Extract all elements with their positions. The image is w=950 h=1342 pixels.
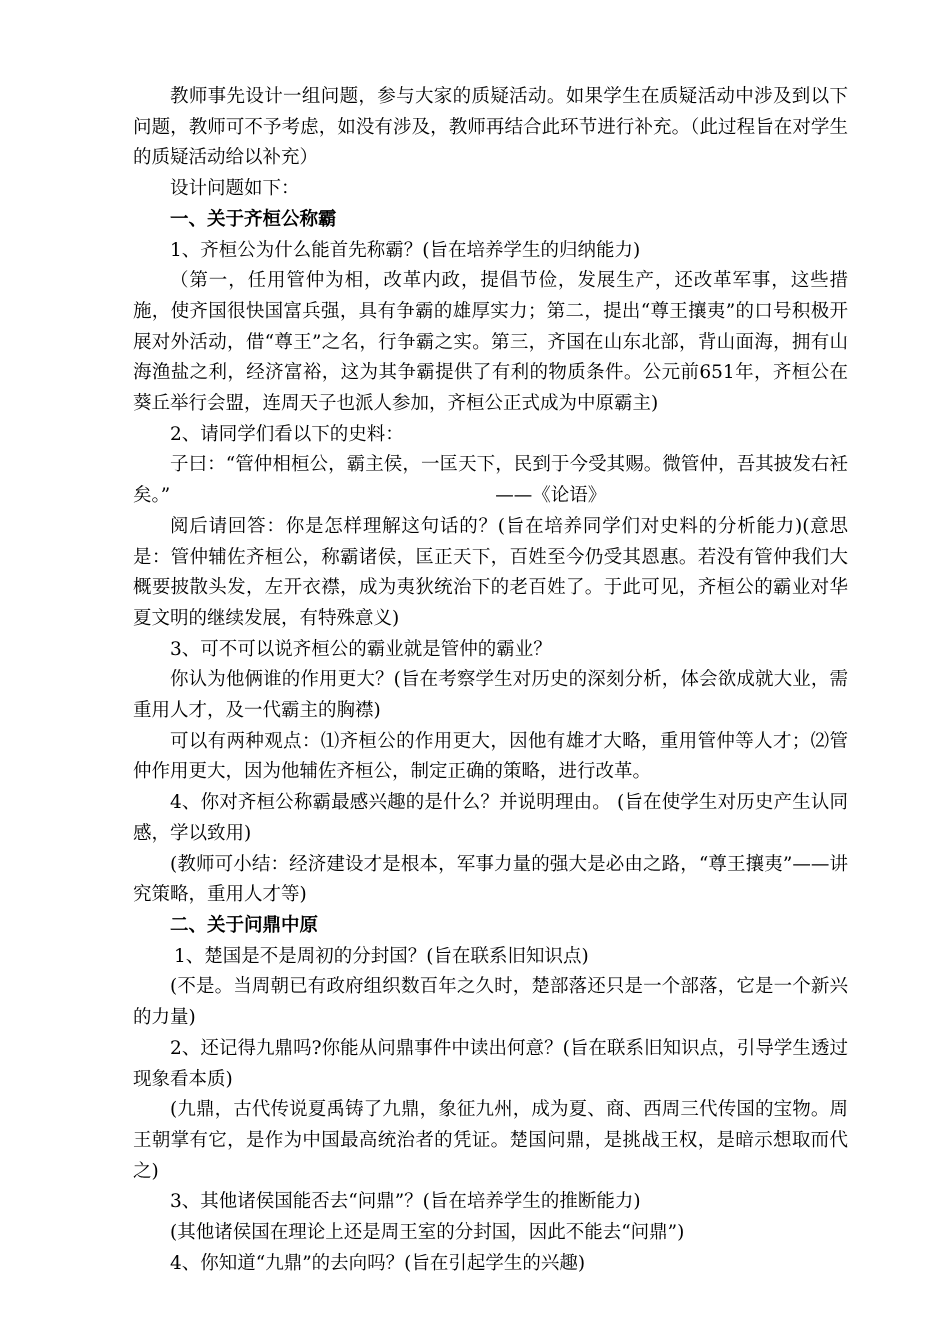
question-1: 1、齐桓公为什么能首先称霸？(旨在培养学生的归纳能力)	[170, 239, 641, 261]
answer-4: (教师可小结：经济建设才是根本，军事力量的强大是必由之路，“尊王攘夷”——讲究策略，重用人才等)	[133, 853, 848, 906]
question-6: 2、还记得九鼎吗?你能从问鼎事件中读出何意？(旨在联系旧知识点，引导学生透过现象看本质)	[133, 1037, 848, 1090]
quote-paragraph	[133, 450, 848, 511]
quote-source: ——《论语》	[495, 485, 607, 507]
section-heading-1: 一、关于齐桓公称霸	[170, 208, 337, 230]
question-5: 1、楚国是不是周初的分封国？(旨在联系旧知识点)	[174, 945, 589, 967]
answer-6: (九鼎，古代传说夏禹铸了九鼎，象征九州，成为夏、商、西周三代传国的宝物。周王朝掌有它，是作为中国最高统治者的凭证。楚国问鼎，是挑战王权，是暗示想取而代之)	[133, 1099, 848, 1182]
answer-7: (其他诸侯国在理论上还是周王室的分封国，因此不能去“问鼎”)	[170, 1222, 685, 1244]
answer-2: 阅后请回答：你是怎样理解这句话的？(旨在培养同学们对史料的分析能力)(意思是：管仲辅佐齐桓公，称霸诸侯，匡正天下，百姓至今仍受其恩惠。若没有管仲我们大概要披散头发，左开衣襟，成为夷狄统治下的老百姓了。于此可见，齐桓公的霸业对华夏文明的继续发展，有特殊意义)	[133, 515, 848, 629]
question-2: 2、请同学们看以下的史料：	[170, 423, 404, 445]
question-4: 4、你对齐桓公称霸最感兴趣的是什么？并说明理由。 (旨在使学生对历史产生认同感，学以致用)	[133, 792, 848, 844]
question-3b: 你认为他俩谁的作用更大？(旨在考察学生对历史的深刻分析，体会欲成就大业，需重用人才，及一代霸主的胸襟)	[133, 669, 848, 722]
design-paragraph: 设计问题如下：	[170, 178, 300, 200]
answer-5: (不是。当周朝已有政府组织数百年之久时，楚部落还只是一个部落，它是一个新兴的力量)	[133, 976, 848, 1029]
question-7: 3、其他诸侯国能否去“问鼎”？(旨在培养学生的推断能力)	[170, 1191, 641, 1213]
question-3: 3、可不可以说齐桓公的霸业就是管仲的霸业？	[170, 638, 552, 660]
answer-1: （第一，任用管仲为相，改革内政，提倡节俭，发展生产，还改革军事，这些措施，使齐国很快国富兵强，具有争霸的雄厚实力；第二，提出“尊王攘夷”的口号积极开展对外活动，借“尊王”之名，行争霸之实。第三，齐国在山东北部，背山面海，拥有山海渔盐之利，经济富裕，这为其争霸提供了有利的物质条件。公元前651年，齐桓公在葵丘举行会盟，连周天子也派人参加，齐桓公正式成为中原霸主)	[133, 270, 848, 415]
document-page	[133, 82, 848, 1279]
answer-3: 可以有两种观点：⑴齐桓公的作用更大，因他有雄才大略，重用管仲等人才；⑵管仲作用更大，因为他辅佐齐桓公，制定正确的策略，进行改革。	[133, 730, 848, 783]
section-heading-2: 二、关于问鼎中原	[170, 914, 319, 936]
intro-paragraph: 教师事先设计一组问题，参与大家的质疑活动。如果学生在质疑活动中涉及到以下问题，教师可不予考虑，如没有涉及，教师再结合此环节进行补充。（此过程旨在对学生的质疑活动给以补充）	[133, 86, 848, 169]
question-8: 4、你知道“九鼎”的去向吗？(旨在引起学生的兴趣)	[170, 1252, 586, 1274]
quote-text: 子曰：“管仲相桓公，霸主侯，一匡天下，民到于今受其赐。微管仲，吾其披发右衽矣。”	[133, 454, 848, 507]
